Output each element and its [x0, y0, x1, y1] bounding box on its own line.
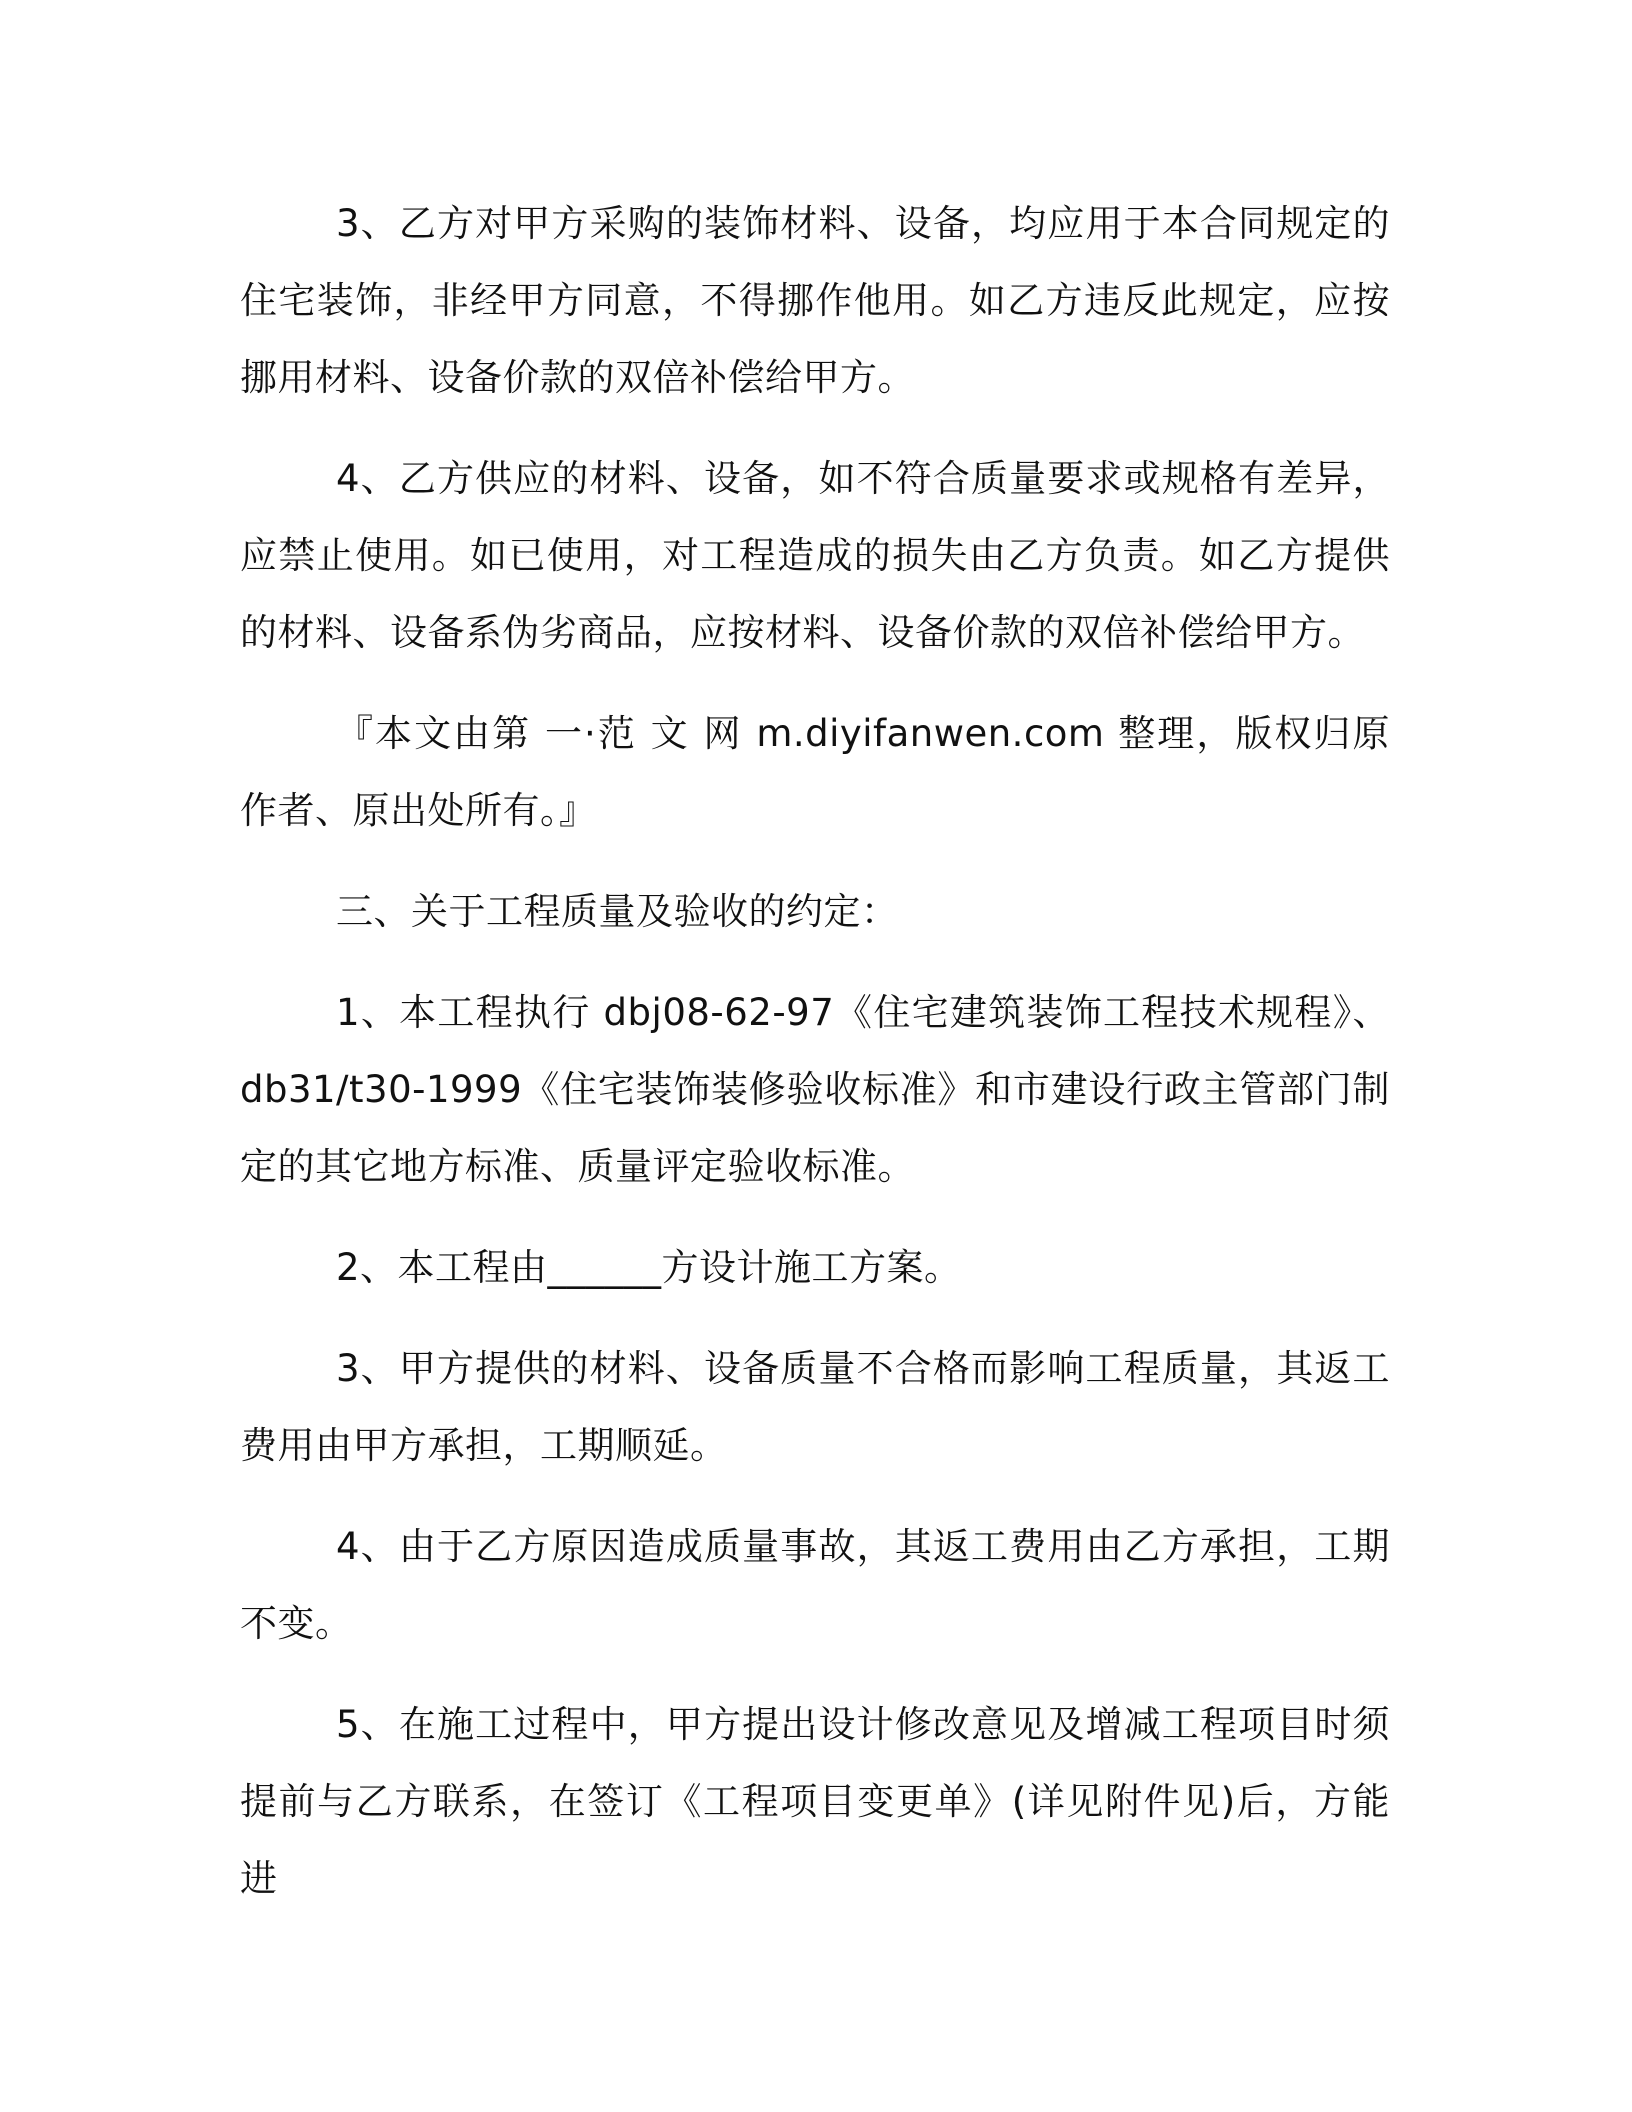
clause-paragraph: 2、本工程由______方设计施工方案。 — [336, 1246, 962, 1289]
clause-paragraph: 3、甲方提供的材料、设备质量不合格而影响工程质量，其返工费用由甲方承担，工期顺延。 — [240, 1347, 1390, 1467]
clause-paragraph: 4、乙方供应的材料、设备，如不符合质量要求或规格有差异，应禁止使用。如已使用，对工程造成的损失由乙方负责。如乙方提供的材料、设备系伪劣商品，应按材料、设备价款的双倍补偿给甲方。 — [240, 457, 1390, 654]
clause-paragraph: 3、乙方对甲方采购的装饰材料、设备，均应用于本合同规定的住宅装饰，非经甲方同意，不得挪作他用。如乙方违反此规定，应按挪用材料、设备价款的双倍补偿给甲方。 — [240, 202, 1390, 399]
source-notice-paragraph: 『本文由第 一·范 文 网 m.diyifanwen.com 整理，版权归原作者、原出处所有。』 — [240, 712, 1390, 832]
section-heading: 三、关于工程质量及验收的约定： — [336, 890, 899, 933]
clause-paragraph: 1、本工程执行 dbj08-62-97《住宅建筑装饰工程技术规程》、db31/t30-1999《住宅装饰装修验收标准》和市建设行政主管部门制定的其它地方标准、质量评定验收标准。 — [240, 991, 1390, 1188]
document-page — [240, 185, 1390, 1941]
clause-paragraph: 4、由于乙方原因造成质量事故，其返工费用由乙方承担，工期不变。 — [240, 1525, 1390, 1645]
clause-paragraph: 5、在施工过程中，甲方提出设计修改意见及增减工程项目时须提前与乙方联系，在签订《工程项目变更单》(详见附件见)后，方能进 — [240, 1703, 1390, 1900]
